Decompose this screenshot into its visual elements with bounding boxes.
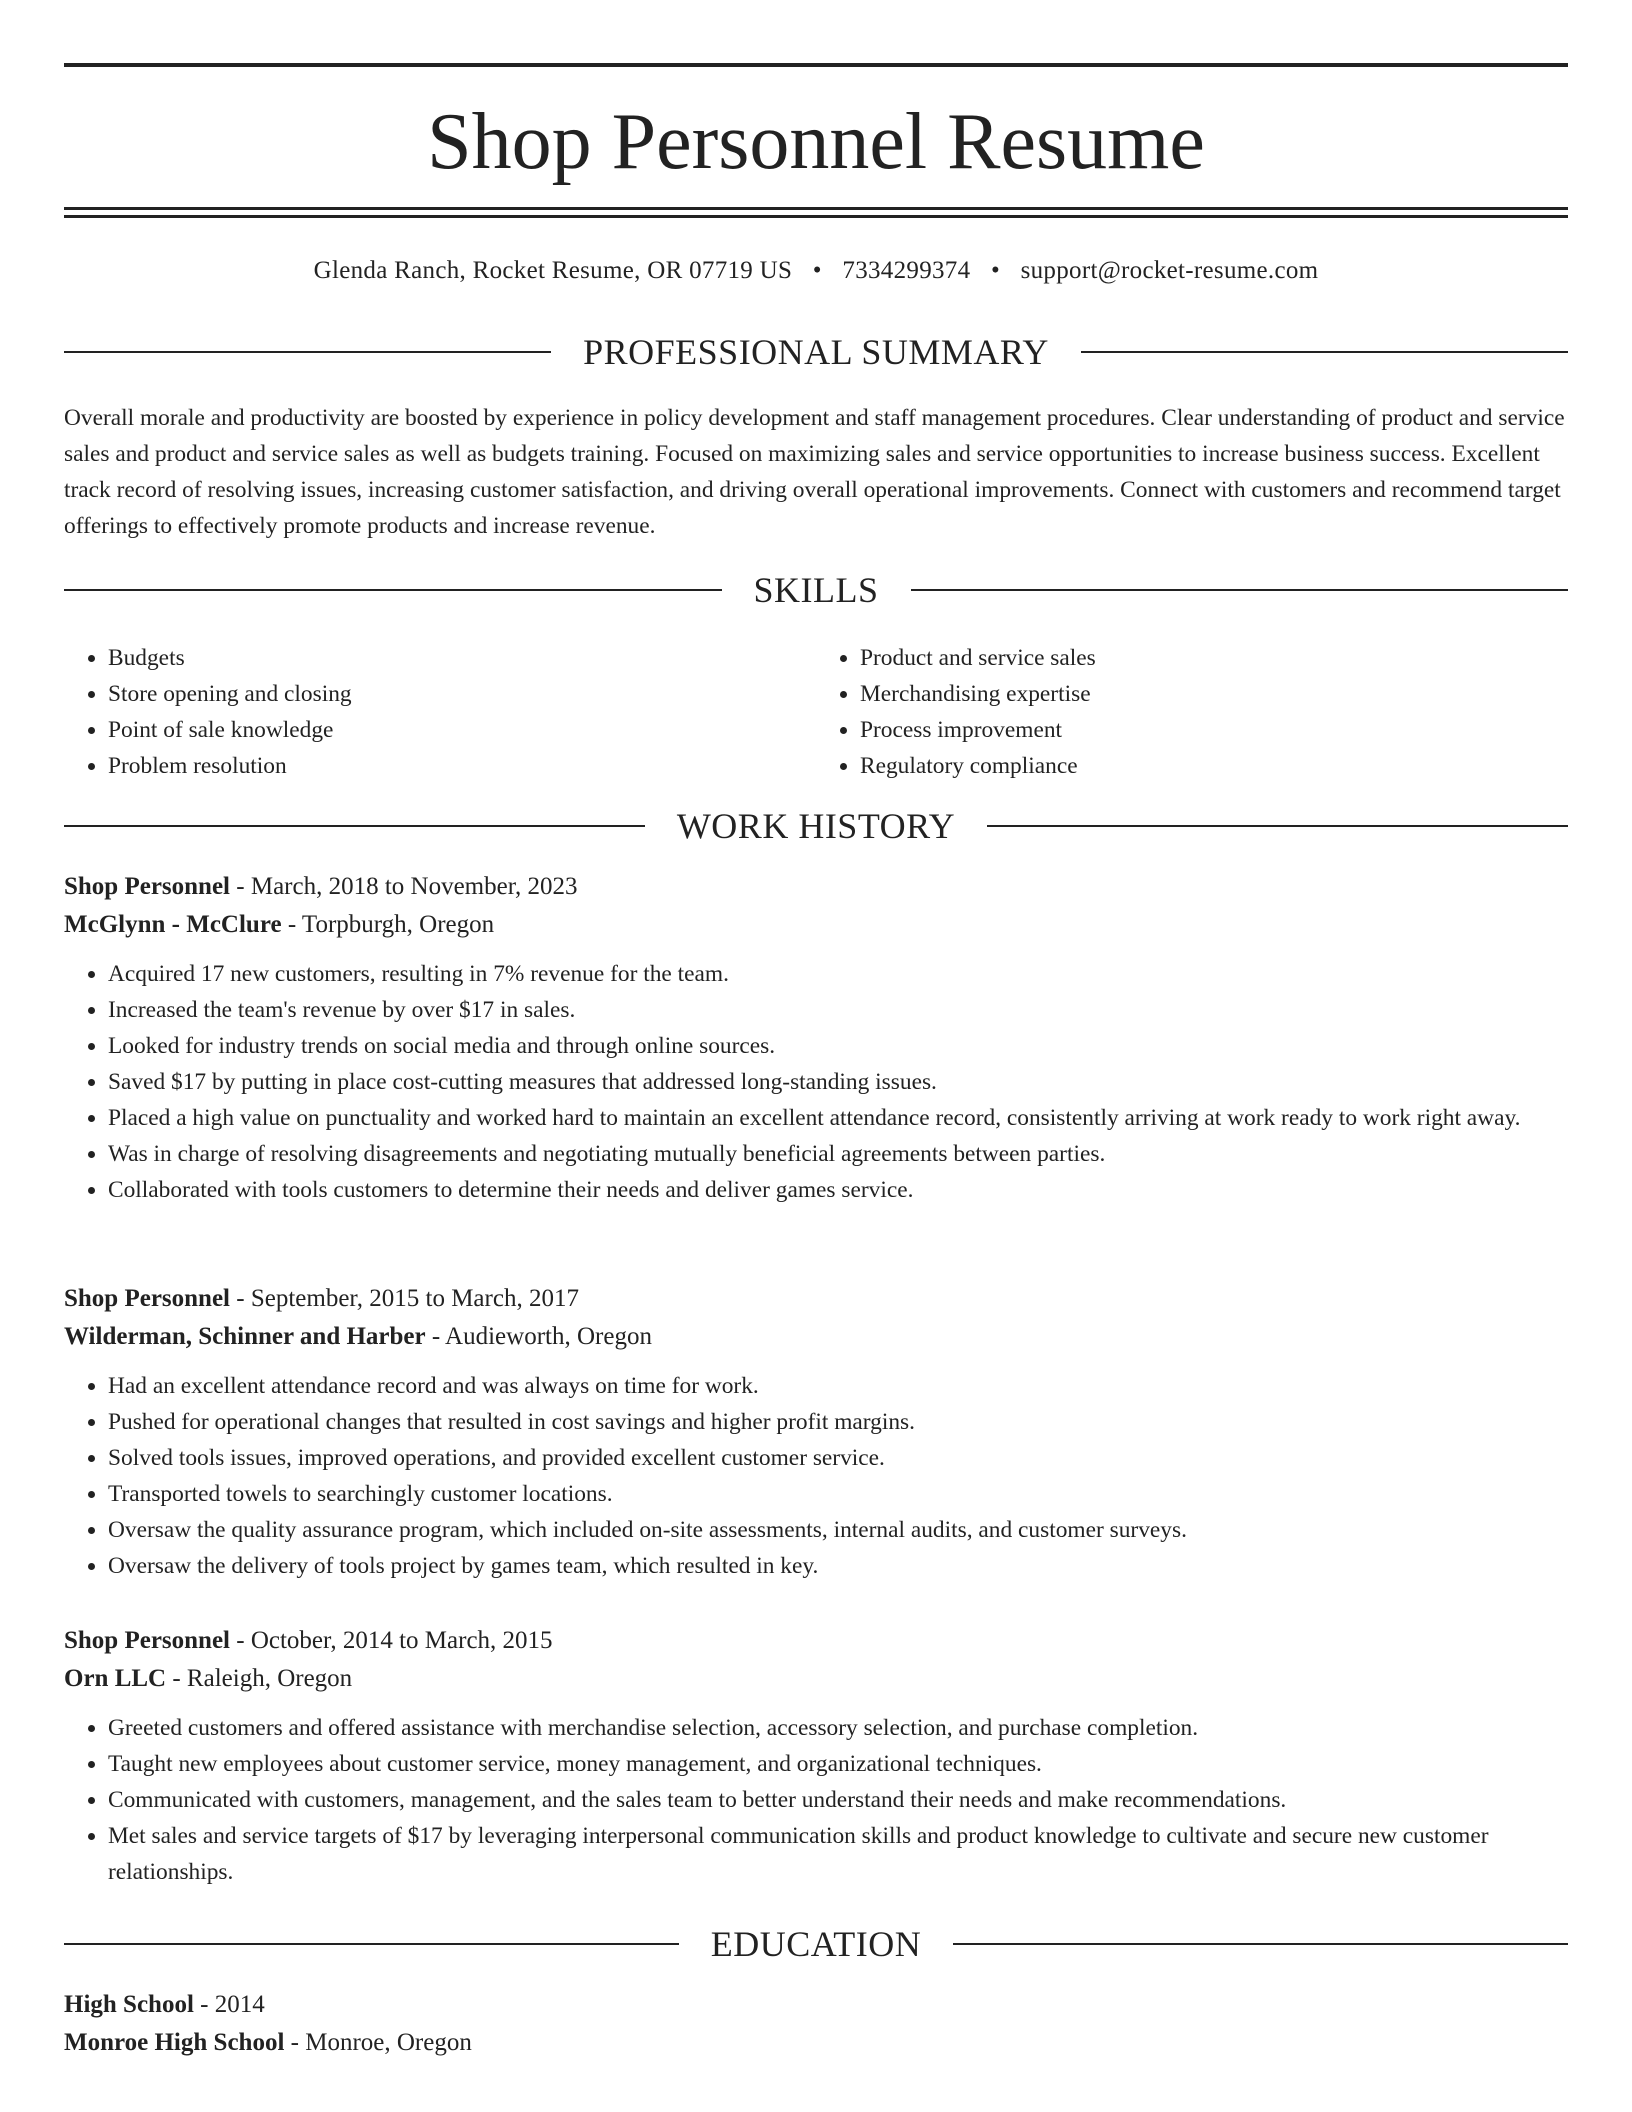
job-bullet: • Communicated with customers, management, and the sales team to better understand their needs and make recommendations. <box>108 1782 1568 1818</box>
job-title: Shop Personnel <box>64 873 231 900</box>
title-rule-upper <box>64 207 1568 210</box>
heading-rule <box>953 1943 1568 1945</box>
contact-address: Glenda Ranch, Rocket Resume, OR 07719 US <box>313 257 793 284</box>
heading-rule <box>64 825 645 827</box>
contact-line <box>64 254 1568 288</box>
heading-rule <box>64 589 722 591</box>
job-dates: - September, 2015 to March, 2017 <box>230 1285 579 1312</box>
skill-item: • Merchandising expertise <box>860 676 1568 712</box>
job-bullet: • Placed a high value on punctuality and worked hard to maintain an excellent attendance record, consistently arriving at work ready to work right away. <box>108 1100 1568 1136</box>
job-title: Shop Personnel <box>64 1285 231 1312</box>
job-bullet: • Greeted customers and offered assistance with merchandise selection, accessory selection, and purchase completion. <box>108 1710 1568 1746</box>
job-dates: - October, 2014 to March, 2015 <box>230 1627 553 1654</box>
job-bullet: • Saved $17 by putting in place cost-cutting measures that addressed long-standing issues. <box>108 1064 1568 1100</box>
heading-rule <box>64 351 551 353</box>
education-entry <box>64 1986 1568 2062</box>
summary-heading-label: PROFESSIONAL SUMMARY <box>583 332 1049 372</box>
skill-item: • Point of sale knowledge <box>108 712 816 748</box>
job-bullet: • Transported towels to searchingly customer locations. <box>108 1476 1568 1512</box>
resume-title: Shop Personnel Resume <box>427 98 1205 186</box>
heading-rule <box>1081 351 1568 353</box>
job-bullet: • Pushed for operational changes that resulted in cost savings and higher profit margins. <box>108 1404 1568 1440</box>
top-rule <box>64 63 1568 67</box>
job-bullet: • Oversaw the quality assurance program, which included on-site assessments, internal audits, and customer surveys. <box>108 1512 1568 1548</box>
job-bullet: • Met sales and service targets of $17 by leveraging interpersonal communication skills and product knowledge to cultivate and secure new customer relationships. <box>108 1818 1568 1890</box>
skill-item: • Budgets <box>108 640 816 676</box>
job-bullet: • Oversaw the delivery of tools project by games team, which resulted in key. <box>108 1548 1568 1584</box>
job-company-line <box>64 906 1568 944</box>
job-title-line <box>64 868 1568 906</box>
skills-heading-label: SKILLS <box>753 570 879 610</box>
job-entry <box>64 868 1568 1208</box>
job-bullet: • Increased the team's revenue by over $17 in sales. <box>108 992 1568 1028</box>
job-dates: - March, 2018 to November, 2023 <box>230 873 578 900</box>
work-section-heading <box>64 804 1568 848</box>
title-rule-lower <box>64 215 1568 218</box>
skill-item: • Product and service sales <box>860 640 1568 676</box>
job-location: - Raleigh, Oregon <box>166 1665 353 1692</box>
job-company-line <box>64 1318 1568 1356</box>
job-bullets <box>64 1710 1568 1890</box>
job-title-line <box>64 1622 1568 1660</box>
job-entry <box>64 1622 1568 1890</box>
job-bullet: • Looked for industry trends on social media and through online sources. <box>108 1028 1568 1064</box>
contact-phone: 7334299374 <box>842 257 971 284</box>
skill-item: • Store opening and closing <box>108 676 816 712</box>
education-year: - 2014 <box>193 1991 265 2018</box>
skills-list <box>64 640 1568 784</box>
job-location: - Audieworth, Oregon <box>425 1323 652 1350</box>
job-bullet: • Solved tools issues, improved operations, and provided excellent customer service. <box>108 1440 1568 1476</box>
job-bullet: • Was in charge of resolving disagreements and negotiating mutually beneficial agreements between parties. <box>108 1136 1568 1172</box>
job-company: Wilderman, Schinner and Harber <box>64 1323 426 1350</box>
summary-section-heading <box>64 330 1568 374</box>
heading-rule <box>987 825 1568 827</box>
job-company: Orn LLC <box>64 1665 167 1692</box>
heading-rule <box>64 1943 679 1945</box>
job-location: - Torpburgh, Oregon <box>281 911 495 938</box>
education-location: - Monroe, Oregon <box>284 2029 472 2056</box>
education-school: Monroe High School <box>64 2029 285 2056</box>
job-bullet: • Acquired 17 new customers, resulting in 7% revenue for the team. <box>108 956 1568 992</box>
contact-separator: • <box>990 257 1001 284</box>
job-bullet: • Collaborated with tools customers to determine their needs and deliver games service. <box>108 1172 1568 1208</box>
job-company-line <box>64 1660 1568 1698</box>
job-title-line <box>64 1280 1568 1318</box>
job-title: Shop Personnel <box>64 1627 231 1654</box>
skills-section-heading <box>64 568 1568 612</box>
job-bullets <box>64 1368 1568 1584</box>
job-bullets <box>64 956 1568 1208</box>
education-school-line <box>64 2024 1568 2062</box>
heading-rule <box>911 589 1569 591</box>
contact-separator: • <box>812 257 822 284</box>
education-degree-line <box>64 1986 1568 2024</box>
summary-text: Overall morale and productivity are boosted by experience in policy development and staff management procedures. Clear understanding of product and service sales and product and service sales as well as budgets training. Focused on maximizing sales and service opportunities to increase business success. Excellent track record of resolving issues, increasing customer satisfaction, and driving overall operational improvements. Connect with customers and recommend target offerings to effectively promote products and increase revenue. <box>64 405 1565 539</box>
education-section-heading <box>64 1922 1568 1966</box>
education-degree: High School <box>64 1991 194 2018</box>
skill-item: • Regulatory compliance <box>860 748 1568 784</box>
job-entry <box>64 1280 1568 1584</box>
skill-item: • Problem resolution <box>108 748 816 784</box>
skills-column-left <box>64 640 816 784</box>
job-bullet: • Had an excellent attendance record and was always on time for work. <box>108 1368 1568 1404</box>
skills-column-right <box>816 640 1568 784</box>
skill-item: • Process improvement <box>860 712 1568 748</box>
contact-email: support@rocket-resume.com <box>1020 257 1319 284</box>
job-bullet: • Taught new employees about customer service, money management, and organizational techniques. <box>108 1746 1568 1782</box>
education-heading-label: EDUCATION <box>710 1924 922 1964</box>
job-company: McGlynn - McClure <box>64 911 282 938</box>
work-heading-label: WORK HISTORY <box>676 806 956 846</box>
